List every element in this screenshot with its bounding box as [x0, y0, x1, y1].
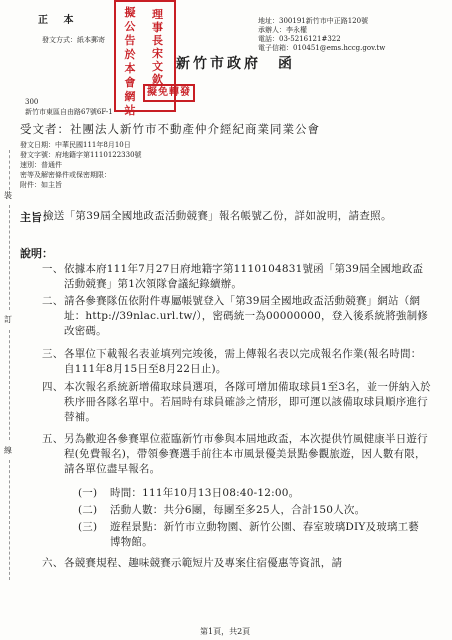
- item-text: 各競賽規程、趣味競賽示範短片及專案住宿優惠等資訊，請: [64, 557, 343, 569]
- stamp-char: 站: [124, 104, 136, 117]
- explanation-item: [42, 380, 432, 425]
- binding-line: [9, 205, 11, 310]
- recipient-address: 新竹市東區自由路67號6F-1: [25, 108, 113, 116]
- sub-item-number: (三): [78, 521, 98, 533]
- send-method: 發文方式：紙本郵寄: [42, 36, 105, 44]
- item-number: 一、: [42, 263, 64, 275]
- contact-email: 電子信箱：010451@ems.hccg.gov.tw: [258, 44, 386, 52]
- binding-mark-ding: 訂: [4, 315, 12, 324]
- explanation-item: [42, 294, 432, 339]
- document-meta: [20, 140, 320, 190]
- binding-line: [9, 460, 11, 580]
- document-copy-label: 正 本: [38, 15, 80, 26]
- contact-address: 地址：300191新竹市中正路120號: [258, 17, 369, 25]
- sub-item-number: (一): [78, 487, 98, 499]
- agency-title: 新竹市政府 函: [176, 56, 295, 72]
- contact-phone: 電話：03-5216121#322: [258, 35, 341, 43]
- item-text: 本次報名系統新增備取球員選項，各隊可增加備取球員1至3名，並一併納入於秩序冊各隊名單中。若屆時有球員確診之情形，即可運以該備取球員順序進行替補。: [64, 381, 431, 423]
- item-text: 各單位下載報名表並填列完竣後，需上傳報名表以完成報名作業(報名時間：自111年8月15日至8月22日止)。: [64, 348, 422, 375]
- binding-mark-zhuang: 裝: [4, 191, 12, 200]
- seal-char: 文: [152, 60, 164, 73]
- subject-text: 檢送「第39屆全國地政盃活動競賽」報名帳號乙份，詳如說明，請查照。: [43, 210, 392, 222]
- confidentiality: 密等及解密條件或保密期限：: [20, 171, 111, 179]
- page-number: 第1頁，共2頁: [200, 627, 251, 636]
- urgency: 速別：普通件: [20, 161, 62, 169]
- item-text: 另為歡迎各參賽單位蒞臨新竹市參與本屆地政盃，本次提供竹風健康半日遊行程(免費報名)，帶領參賽選手前往本市風景優美景點參觀旅遊，因人數有限，請各單位盡早報名。: [64, 433, 428, 475]
- item-number: 三、: [42, 348, 64, 360]
- binding-line: [9, 330, 11, 440]
- item-number: 六、: [42, 557, 64, 569]
- attachment: 附件：如主旨: [20, 181, 62, 189]
- binding-mark-xian: 線: [4, 446, 12, 455]
- stamp-char: 擬: [124, 6, 136, 19]
- no-forward-stamp: 擬免轉發: [143, 84, 195, 102]
- explanation-item: [42, 262, 432, 292]
- binding-line: [9, 150, 11, 190]
- sub-item: [78, 503, 428, 518]
- seal-char: 長: [152, 34, 164, 47]
- stamp-char: 會: [124, 76, 136, 89]
- sub-item: [78, 520, 428, 550]
- seal-char: 事: [152, 21, 164, 34]
- item-number: 二、: [42, 295, 64, 307]
- explanation-item: [42, 347, 432, 377]
- sub-item-text: 時間：111年10月13日08:40-12:00。: [110, 487, 300, 499]
- explanation-label: 說明：: [20, 247, 53, 260]
- recipient-postcode: 300: [25, 98, 39, 106]
- stamp-char: 告: [124, 34, 136, 47]
- sub-item: [78, 486, 428, 501]
- sub-item-text: 遊程景點：新竹市立動物園、新竹公園、春室玻璃DIY及玻璃工藝博物館。: [110, 521, 419, 548]
- issue-date: 發文日期：中華民國111年8月10日: [20, 141, 131, 149]
- item-number: 五、: [42, 433, 64, 445]
- contact-person: 承辦人：李永權: [258, 26, 307, 34]
- seal-char: 宋: [152, 47, 164, 60]
- explanation-item: [42, 556, 432, 571]
- sub-item-number: (二): [78, 504, 98, 516]
- seal-char: 理: [152, 8, 164, 21]
- recipient: 受文者：社團法人新竹市不動產仲介經紀商業同業公會: [20, 122, 320, 136]
- stamp-char: 網: [124, 90, 136, 103]
- explanation-item: [42, 432, 432, 477]
- document-number: 發文字號：府地籍字第1110122330號: [20, 151, 142, 159]
- stamp-char: 公: [124, 20, 136, 33]
- stamp-char: 本: [124, 62, 136, 75]
- sub-item-text: 活動人數：共分6團，每團至多25人，合計150人次。: [110, 504, 366, 516]
- seal-char: 欽: [152, 73, 164, 86]
- stamp-char: 於: [124, 48, 136, 61]
- item-text: 請各參賽隊伍依附件專屬帳號登入「第39屆全國地政盃活動競賽」網站（網址：http://39nlac.url.tw/），密碼統一為00000000，登入後系統將強制修改密碼。: [64, 295, 429, 337]
- subject-label: 主旨：: [20, 211, 53, 224]
- item-text: 依據本府111年7月27日府地籍字第1110104831號函「第39屆全國地政盃活動競賽」第1次領隊會議紀錄續辦。: [64, 263, 424, 290]
- contact-block: [258, 17, 448, 53]
- item-number: 四、: [42, 381, 64, 393]
